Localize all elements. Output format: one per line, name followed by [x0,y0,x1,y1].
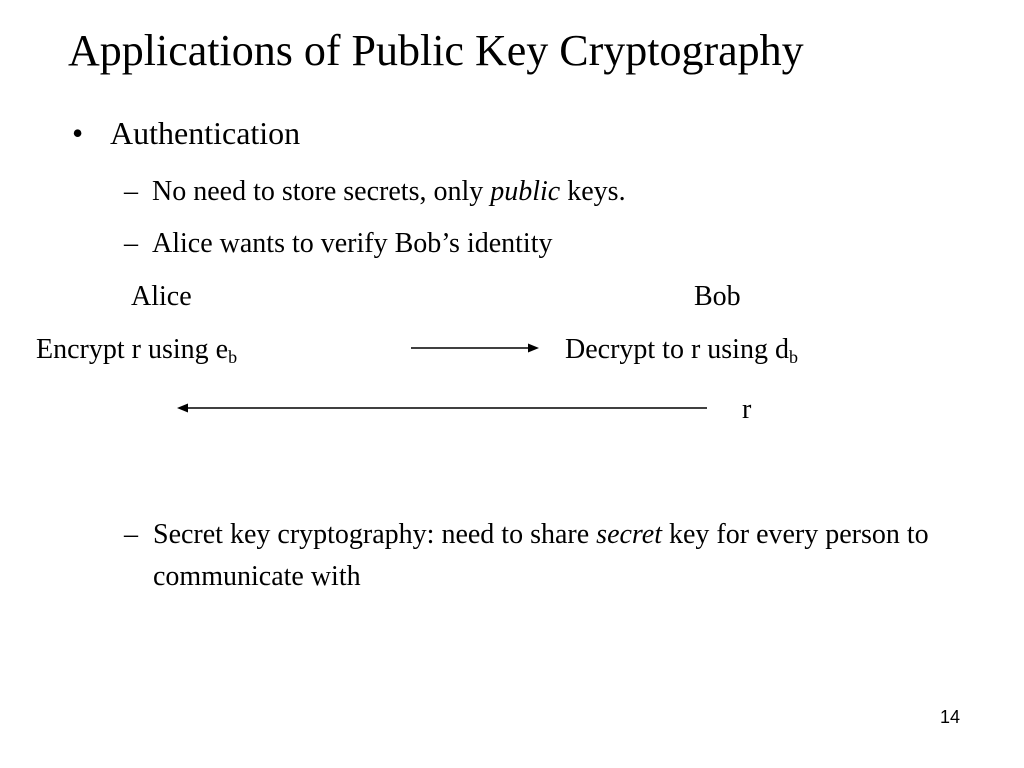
sub-item-text [153,514,984,598]
bullet-marker: • [72,115,84,151]
sub-item-emphasis: public [490,176,561,207]
encrypt-step-text: Encrypt r using e [36,334,229,365]
arrow-to-bob [411,344,539,353]
bullet-authentication [72,112,300,154]
decrypt-step-subscript: b [788,347,798,367]
sub-item-secret-key [124,514,984,598]
sub-item-verify-identity [124,226,553,262]
sub-item-text: Alice wants to verify Bob’s identity [152,228,553,259]
bob-label: Bob [694,281,741,312]
bullet-text: Authentication [110,115,301,151]
sub-item-text-after: keys. [560,176,626,207]
return-value-r: r [742,394,752,425]
sub-item-text-before: Secret key cryptography: need to share [153,519,597,550]
dash-marker: – [124,228,138,259]
dash-marker: – [124,519,138,550]
page-number: 14 [940,707,961,727]
decrypt-step-text: Decrypt to r using d [565,334,789,365]
alice-encrypt-step [36,332,237,368]
alice-label: Alice [131,281,192,312]
sub-item-text-after: key for every person to communicate with [153,519,929,592]
encrypt-step-subscript: b [228,347,238,367]
dash-marker: – [124,176,138,207]
sub-item-no-secrets [124,174,626,210]
slide-title: Applications of Public Key Cryptography [68,26,804,75]
sub-item-text-before: No need to store secrets, only [152,176,491,207]
sub-item-emphasis: secret [596,519,662,550]
bob-decrypt-step [565,332,798,368]
arrow-to-alice [177,404,707,413]
